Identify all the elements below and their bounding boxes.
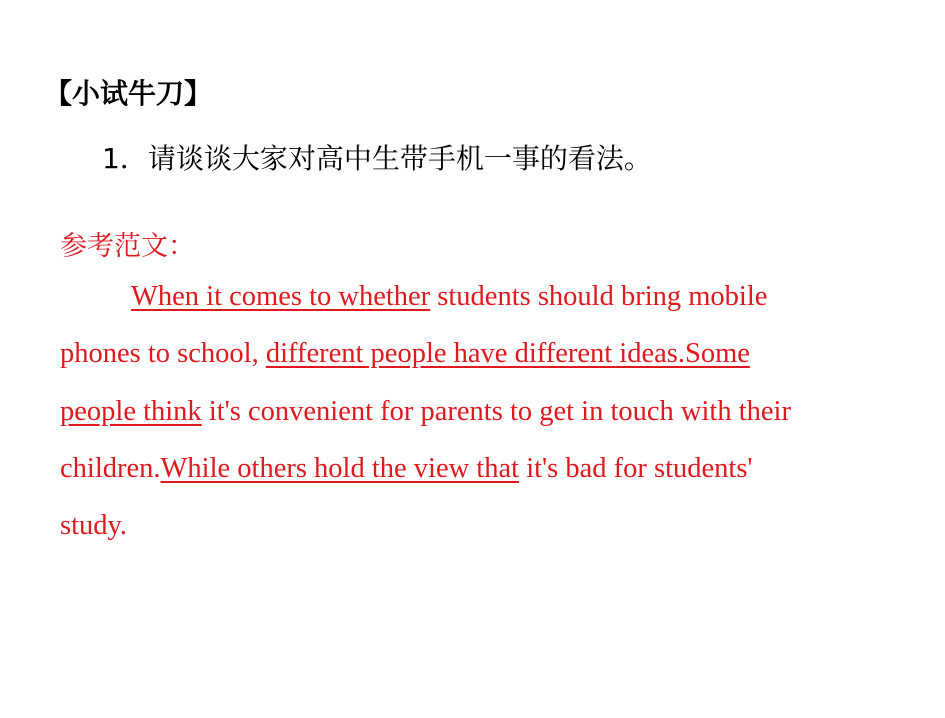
question-prompt: 1．请谈谈大家对高中生带手机一事的看法。: [102, 142, 652, 175]
essay-line-3: [60, 394, 791, 430]
essay-phrase-underlined: different people have different ideas.Some: [265, 338, 750, 369]
section-heading: 【小试牛刀】: [44, 77, 213, 110]
essay-text: study.: [60, 510, 128, 541]
essay-text: phones to school,: [60, 338, 266, 369]
essay-phrase-underlined: people think: [60, 396, 202, 427]
essay-text: it's bad for students': [519, 453, 753, 484]
essay-line-5: [60, 508, 127, 544]
essay-phrase-underlined: When it comes to whether: [131, 281, 431, 312]
essay-text: students should bring mobile: [430, 281, 768, 312]
essay-line-1: [131, 279, 767, 315]
reference-label: 参考范文：: [60, 231, 195, 262]
essay-line-4: [60, 451, 753, 487]
essay-text: children.: [60, 453, 161, 484]
essay-line-2: [60, 336, 750, 372]
essay-text: it's convenient for parents to get in touch with their: [201, 396, 791, 427]
essay-phrase-underlined: While others hold the view that: [160, 453, 520, 484]
